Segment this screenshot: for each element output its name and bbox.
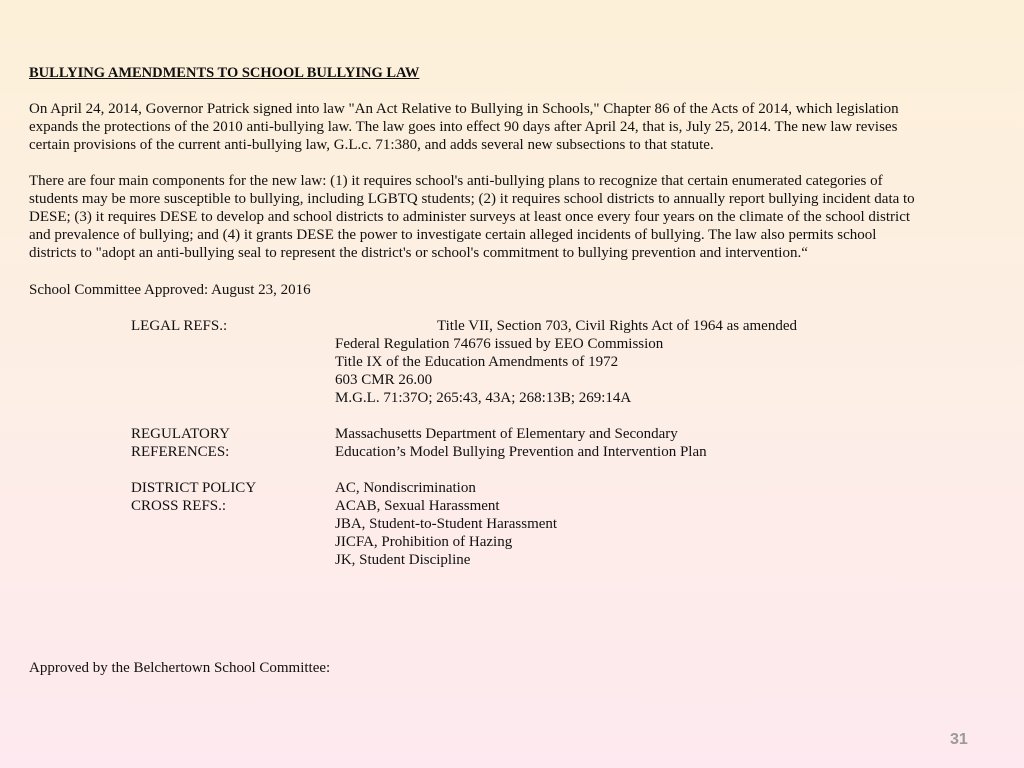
paragraph-components: There are four main components for the new law: (1) it requires school's anti-bullying plans to recognize that certain enumerated categories of students may be more susceptible to bullying, including LGBTQ students; (2) it requires school districts to annually report bullying incident data to DESE; (3) it requires DESE to develop and school districts to administer surveys at least once every four years on the climate of the school district and prevalence of bullying; and (4) it grants DESE the power to investigate certain alleged incidents of bullying. The law also permits school districts to "adopt an anti-bullying seal to represent the district's or school's commitment to bullying prevention and intervention.“ bbox=[29, 173, 915, 261]
document-title: BULLYING AMENDMENTS TO SCHOOL BULLYING LAW bbox=[29, 65, 420, 81]
legal-refs-list: Federal Regulation 74676 issued by EEO Commission Title IX of the Education Amendments of 1972 603 CMR 26.00 M.G.L. 71:37O; 265:43, 43A; 268:13B; 269:14A bbox=[335, 336, 664, 406]
legal-refs-first: Title VII, Section 703, Civil Rights Act of 1964 as amended bbox=[437, 318, 797, 334]
district-policy-list: AC, Nondiscrimination ACAB, Sexual Harassment JBA, Student-to-Student Harassment JICFA, Prohibition of Hazing JK, Student Discipline bbox=[335, 480, 558, 568]
paragraph-intro: On April 24, 2014, Governor Patrick signed into law "An Act Relative to Bullying in Schools," Chapter 86 of the Acts of 2014, which legislation expands the protections of the 2010 anti-bullying law. The law goes into effect 90 days after April 24, that is, July 25, 2014. The new law revises certain provisions of the current anti-bullying law, G.L.c. 71:380, and adds several new subsections to that statute. bbox=[29, 101, 899, 153]
legal-refs-label: LEGAL REFS.: bbox=[131, 318, 228, 334]
page-number: 31 bbox=[950, 731, 968, 748]
district-policy-label: DISTRICT POLICY CROSS REFS.: bbox=[131, 480, 257, 514]
regulatory-refs-list: Massachusetts Department of Elementary and Secondary Education’s Model Bullying Prevention and Intervention Plan bbox=[335, 426, 707, 460]
regulatory-refs-label: REGULATORY REFERENCES: bbox=[131, 426, 230, 460]
approval-date-line: School Committee Approved: August 23, 2016 bbox=[29, 282, 311, 298]
committee-approval-line: Approved by the Belchertown School Committee: bbox=[29, 660, 331, 676]
